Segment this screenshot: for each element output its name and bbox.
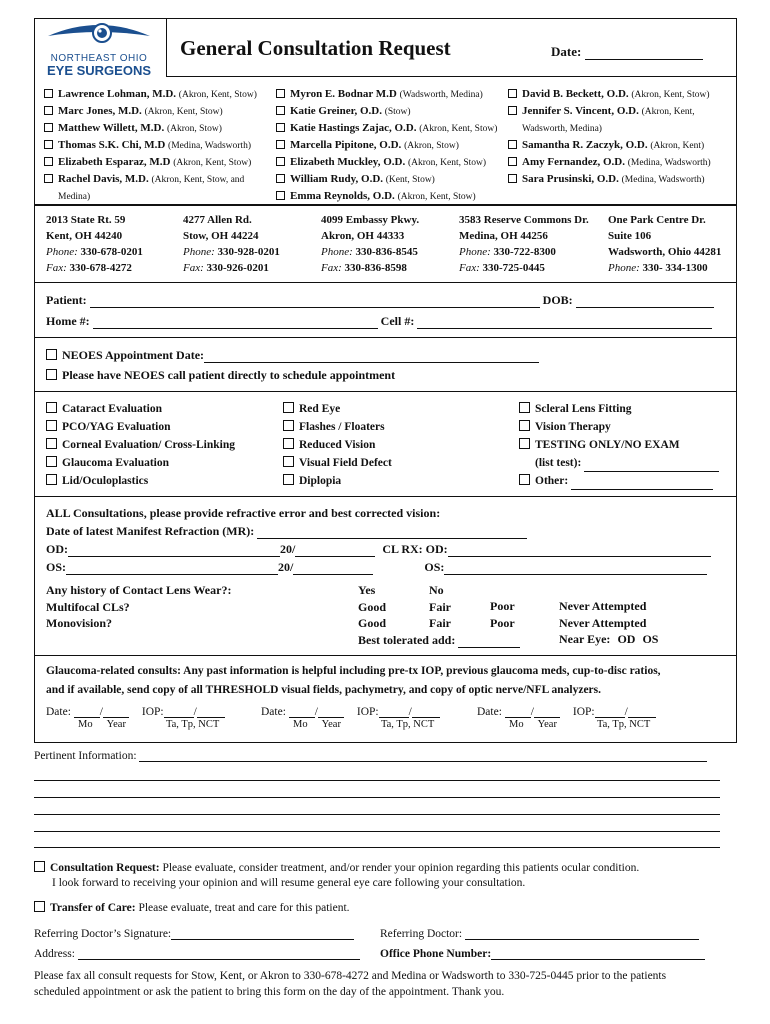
near-os-option[interactable]: OS (642, 632, 659, 646)
patient-row: Patient: DOB: (46, 293, 714, 308)
cl-os-input[interactable] (444, 563, 707, 575)
iop-mo-input[interactable] (505, 706, 531, 718)
doctor-checkbox-row[interactable]: Katie Greiner, O.D. (Stow) (276, 103, 506, 120)
other-checkbox[interactable]: Other: (519, 472, 719, 490)
logo-line1: NORTHEAST OHIO (50, 53, 148, 64)
doctor-checkbox-row[interactable]: Lawrence Lohman, M.D. (Akron, Kent, Stow) (44, 86, 274, 103)
os-va-input[interactable] (293, 563, 373, 575)
consult-request: Consultation Request: Please evaluate, consider treatment, and/or render your opinion regarding this patients ocular condition. I look forward to receiving your opinion and will resume general eye care following your consultation. (34, 861, 639, 891)
glaucoma-line2: and if available, send copy of all THRESHOLD visual fields, pachymetry, and copy of optic nerve/NFL analyzers. (46, 684, 602, 696)
yes-option[interactable]: Yes (358, 583, 376, 597)
office-wadsworth: One Park Centre Dr. Suite 106 Wadsworth, Ohio 44281 Phone: 330- 334-1300 (608, 214, 722, 274)
iop-entry-1: Date: / IOP: / Mo Year Ta, Tp, NCT (46, 706, 225, 730)
pertinent-line[interactable] (34, 814, 720, 815)
os-input[interactable] (66, 563, 278, 575)
service-checkbox[interactable]: Vision Therapy (519, 418, 719, 436)
pertinent-line[interactable] (34, 780, 720, 781)
service-checkbox[interactable]: Red Eye (283, 400, 392, 418)
service-checkbox[interactable]: TESTING ONLY/NO EXAM (519, 436, 719, 454)
doctor-checkbox-row[interactable]: Marcella Pipitone, O.D. (Akron, Stow) (276, 137, 506, 154)
mr-date-input[interactable] (257, 527, 527, 539)
cell-phone-input[interactable] (417, 317, 712, 329)
service-checkbox[interactable]: Reduced Vision (283, 436, 392, 454)
service-checkbox[interactable]: Lid/Oculoplastics (46, 472, 235, 490)
doctor-list-col1: Lawrence Lohman, M.D. (Akron, Kent, Stow) Marc Jones, M.D. (Akron, Kent, Stow) Matthew Willett, M.D. (Akron, Stow) Thomas S.K. Chi, M.D (Medina, Wadsworth) Elizabeth Esparaz, M.D (Akron, Kent, Stow) Rachel Davis, M.D. (Akron, Kent, Stow, and Medina) (44, 86, 274, 205)
pertinent-row: Pertinent Information: (34, 750, 707, 762)
logo (40, 20, 158, 77)
poor-option[interactable]: Poor (490, 599, 515, 613)
never-option[interactable]: Never Attempted (559, 599, 647, 613)
consult-request-checkbox[interactable]: Consultation Request: Please evaluate, consider treatment, and/or render your opinion regarding this patients ocular condition. (34, 861, 639, 876)
doctor-checkbox-row[interactable]: Thomas S.K. Chi, M.D (Medina, Wadsworth) (44, 137, 274, 154)
cl-od-input[interactable] (448, 545, 711, 557)
refraction-intro: ALL Consultations, please provide refractive error and best corrected vision: (46, 506, 441, 520)
od-va-input[interactable] (295, 545, 375, 557)
pertinent-line[interactable] (34, 847, 720, 848)
home-phone-input[interactable] (93, 317, 378, 329)
no-option[interactable]: No (429, 583, 444, 597)
other-input[interactable] (571, 478, 713, 490)
call-patient-checkbox[interactable]: Please have NEOES call patient directly to schedule appointment (46, 368, 395, 383)
signature-input[interactable] (171, 928, 354, 940)
fair-option[interactable]: Fair (429, 616, 451, 630)
phone-row: Home #: Cell #: (46, 314, 712, 329)
near-od-option[interactable]: OD (617, 632, 636, 646)
iop-year-input[interactable] (103, 706, 129, 718)
best-add-input[interactable] (458, 636, 520, 648)
page-title: General Consultation Request (180, 36, 451, 60)
doctor-checkbox-row[interactable]: Sara Prusinski, O.D. (Medina, Wadsworth) (508, 171, 733, 188)
doctor-checkbox-row[interactable]: Elizabeth Esparaz, M.D (Akron, Kent, Stow) (44, 154, 274, 171)
doctor-checkbox-row[interactable]: Elizabeth Muckley, O.D. (Akron, Kent, Stow) (276, 154, 506, 171)
cl-questions: Any history of Contact Lens Wear?: Multifocal CLs? Monovision? (46, 583, 232, 630)
cl-answers-3 (490, 598, 515, 631)
iop-od-input[interactable] (379, 706, 409, 718)
office-phone-input[interactable] (491, 948, 705, 960)
fair-option[interactable]: Fair (429, 599, 451, 614)
office-kent: 2013 State Rt. 59 Kent, OH 44240 Phone: 330-678-0201 Fax: 330-678-4272 (46, 214, 143, 274)
doctor-checkbox-row[interactable]: William Rudy, O.D. (Kent, Stow) (276, 171, 506, 188)
service-checkbox[interactable]: Visual Field Defect (283, 454, 392, 472)
doctor-list-col3: David B. Beckett, O.D. (Akron, Kent, Stow) Jennifer S. Vincent, O.D. (Akron, Kent, Wadsworth, Medina) Samantha R. Zaczyk, O.D. (Akron, Kent) Amy Fernandez, O.D. (Medina, Wadsworth) Sara Prusinski, O.D. (Medina, Wadsworth) (508, 86, 733, 188)
referring-doctor-input[interactable] (465, 928, 699, 940)
services-col2 (283, 400, 392, 490)
pertinent-input[interactable] (139, 750, 707, 762)
doctor-checkbox-row[interactable]: Amy Fernandez, O.D. (Medina, Wadsworth) (508, 154, 733, 171)
cl-answers-2 (429, 582, 451, 632)
cl-answers-1: Yes Good Good Best tolerated add: (358, 582, 520, 648)
service-checkbox[interactable]: Cataract Evaluation (46, 400, 235, 418)
iop-mo-input[interactable] (289, 706, 315, 718)
doctor-checkbox-row[interactable]: Marc Jones, M.D. (Akron, Kent, Stow) (44, 103, 274, 120)
pertinent-line[interactable] (34, 797, 720, 798)
address-row: Address: (34, 948, 360, 960)
pertinent-line[interactable] (34, 831, 720, 832)
footer-note: Please fax all consult requests for Stow, Kent, or Akron to 330-678-4272 and Medina or Wadsworth to 330-725-0445 prior to the patients scheduled appointment or ask the patient to bring this form on the day of the appointment. Thank you. (34, 970, 667, 998)
mr-row: Date of latest Manifest Refraction (MR): (46, 524, 527, 539)
doctor-checkbox-row[interactable]: Matthew Willett, M.D. (Akron, Stow) (44, 120, 274, 137)
dob-input[interactable] (576, 296, 714, 308)
office-stow: 4277 Allen Rd. Stow, OH 44224 Phone: 330-928-0201 Fax: 330-926-0201 (183, 214, 280, 274)
service-checkbox[interactable]: Corneal Evaluation/ Cross-Linking (46, 436, 235, 454)
os-row: OS: 20/ OS: (46, 560, 707, 575)
service-checkbox[interactable]: Scleral Lens Fitting (519, 400, 719, 418)
office-akron: 4099 Embassy Pkwy. Akron, OH 44333 Phone: 330-836-8545 Fax: 330-836-8598 (321, 214, 420, 274)
services-col1 (46, 400, 235, 490)
service-checkbox[interactable]: PCO/YAG Evaluation (46, 418, 235, 436)
eye-logo-icon (40, 20, 158, 50)
iop-os-input[interactable] (412, 706, 440, 718)
iop-entry-3: Date: / IOP: / Mo Year Ta, Tp, NCT (477, 706, 656, 730)
od-row: OD: 20/ CL RX: OD: (46, 542, 711, 557)
iop-mo-input[interactable] (74, 706, 100, 718)
date-field[interactable]: Date: (551, 44, 703, 60)
iop-entry-2: Date: / IOP: / Mo Year Ta, Tp, NCT (261, 706, 440, 730)
office-phone-row: Office Phone Number: (380, 948, 705, 960)
appointment-date-row[interactable]: NEOES Appointment Date: (46, 348, 539, 363)
iop-od-input[interactable] (164, 706, 194, 718)
doctor-list-col2 (276, 86, 506, 205)
address-input[interactable] (78, 948, 360, 960)
poor-option[interactable]: Poor (490, 615, 515, 630)
transfer-of-care-checkbox[interactable]: Transfer of Care: Please evaluate, treat and care for this patient. (34, 901, 350, 914)
good-option[interactable]: Good (358, 616, 387, 630)
service-checkbox[interactable]: Flashes / Floaters (283, 418, 392, 436)
doctor-checkbox-row[interactable]: Jennifer S. Vincent, O.D. (Akron, Kent, (508, 103, 733, 120)
patient-name-input[interactable] (90, 296, 540, 308)
od-input[interactable] (68, 545, 280, 557)
list-test-input[interactable] (584, 460, 719, 472)
services-col3: Scleral Lens Fitting Vision Therapy TESTING ONLY/NO EXAM (list test): Other: (519, 400, 719, 490)
service-checkbox[interactable]: Diplopia (283, 472, 392, 490)
iop-os-input[interactable] (197, 706, 225, 718)
doctor-checkbox-row[interactable]: Myron E. Bodnar M.D (Wadsworth, Medina) (276, 86, 506, 103)
good-option[interactable]: Good (358, 599, 387, 614)
service-checkbox[interactable]: Glaucoma Evaluation (46, 454, 235, 472)
never-option[interactable]: Never Attempted (559, 615, 647, 630)
doctor-checkbox-row[interactable]: Katie Hastings Zajac, O.D. (Akron, Kent, Stow) (276, 120, 506, 137)
glaucoma-line1: Glaucoma-related consults: Any past information is helpful including pre-tx IOP, previous glaucoma meds, cup-to-disc ratios, (46, 665, 661, 677)
iop-os-input[interactable] (628, 706, 656, 718)
doctor-checkbox-row[interactable]: Emma Reynolds, O.D. (Akron, Kent, Stow) (276, 188, 506, 205)
office-medina: 3583 Reserve Commons Dr. Medina, OH 44256 Phone: 330-722-8300 Fax: 330-725-0445 (459, 214, 589, 274)
doctor-checkbox-row[interactable]: David B. Beckett, O.D. (Akron, Kent, Stow) (508, 86, 733, 103)
logo-line2: EYE SURGEONS (46, 63, 152, 78)
doctor-checkbox-row[interactable]: Rachel Davis, M.D. (Akron, Kent, Stow, and (44, 171, 274, 188)
cl-answers-4: Never Attempted Never Attempted Near Eye: OD OS (559, 599, 659, 646)
referring-doctor-row: Referring Doctor: (380, 928, 699, 940)
doctor-checkbox-row[interactable]: Samantha R. Zaczyk, O.D. (Akron, Kent) (508, 137, 733, 154)
appointment-date-input[interactable] (204, 351, 539, 363)
iop-year-input[interactable] (318, 706, 344, 718)
iop-od-input[interactable] (595, 706, 625, 718)
signature-row: Referring Doctor’s Signature: (34, 928, 354, 940)
iop-year-input[interactable] (534, 706, 560, 718)
